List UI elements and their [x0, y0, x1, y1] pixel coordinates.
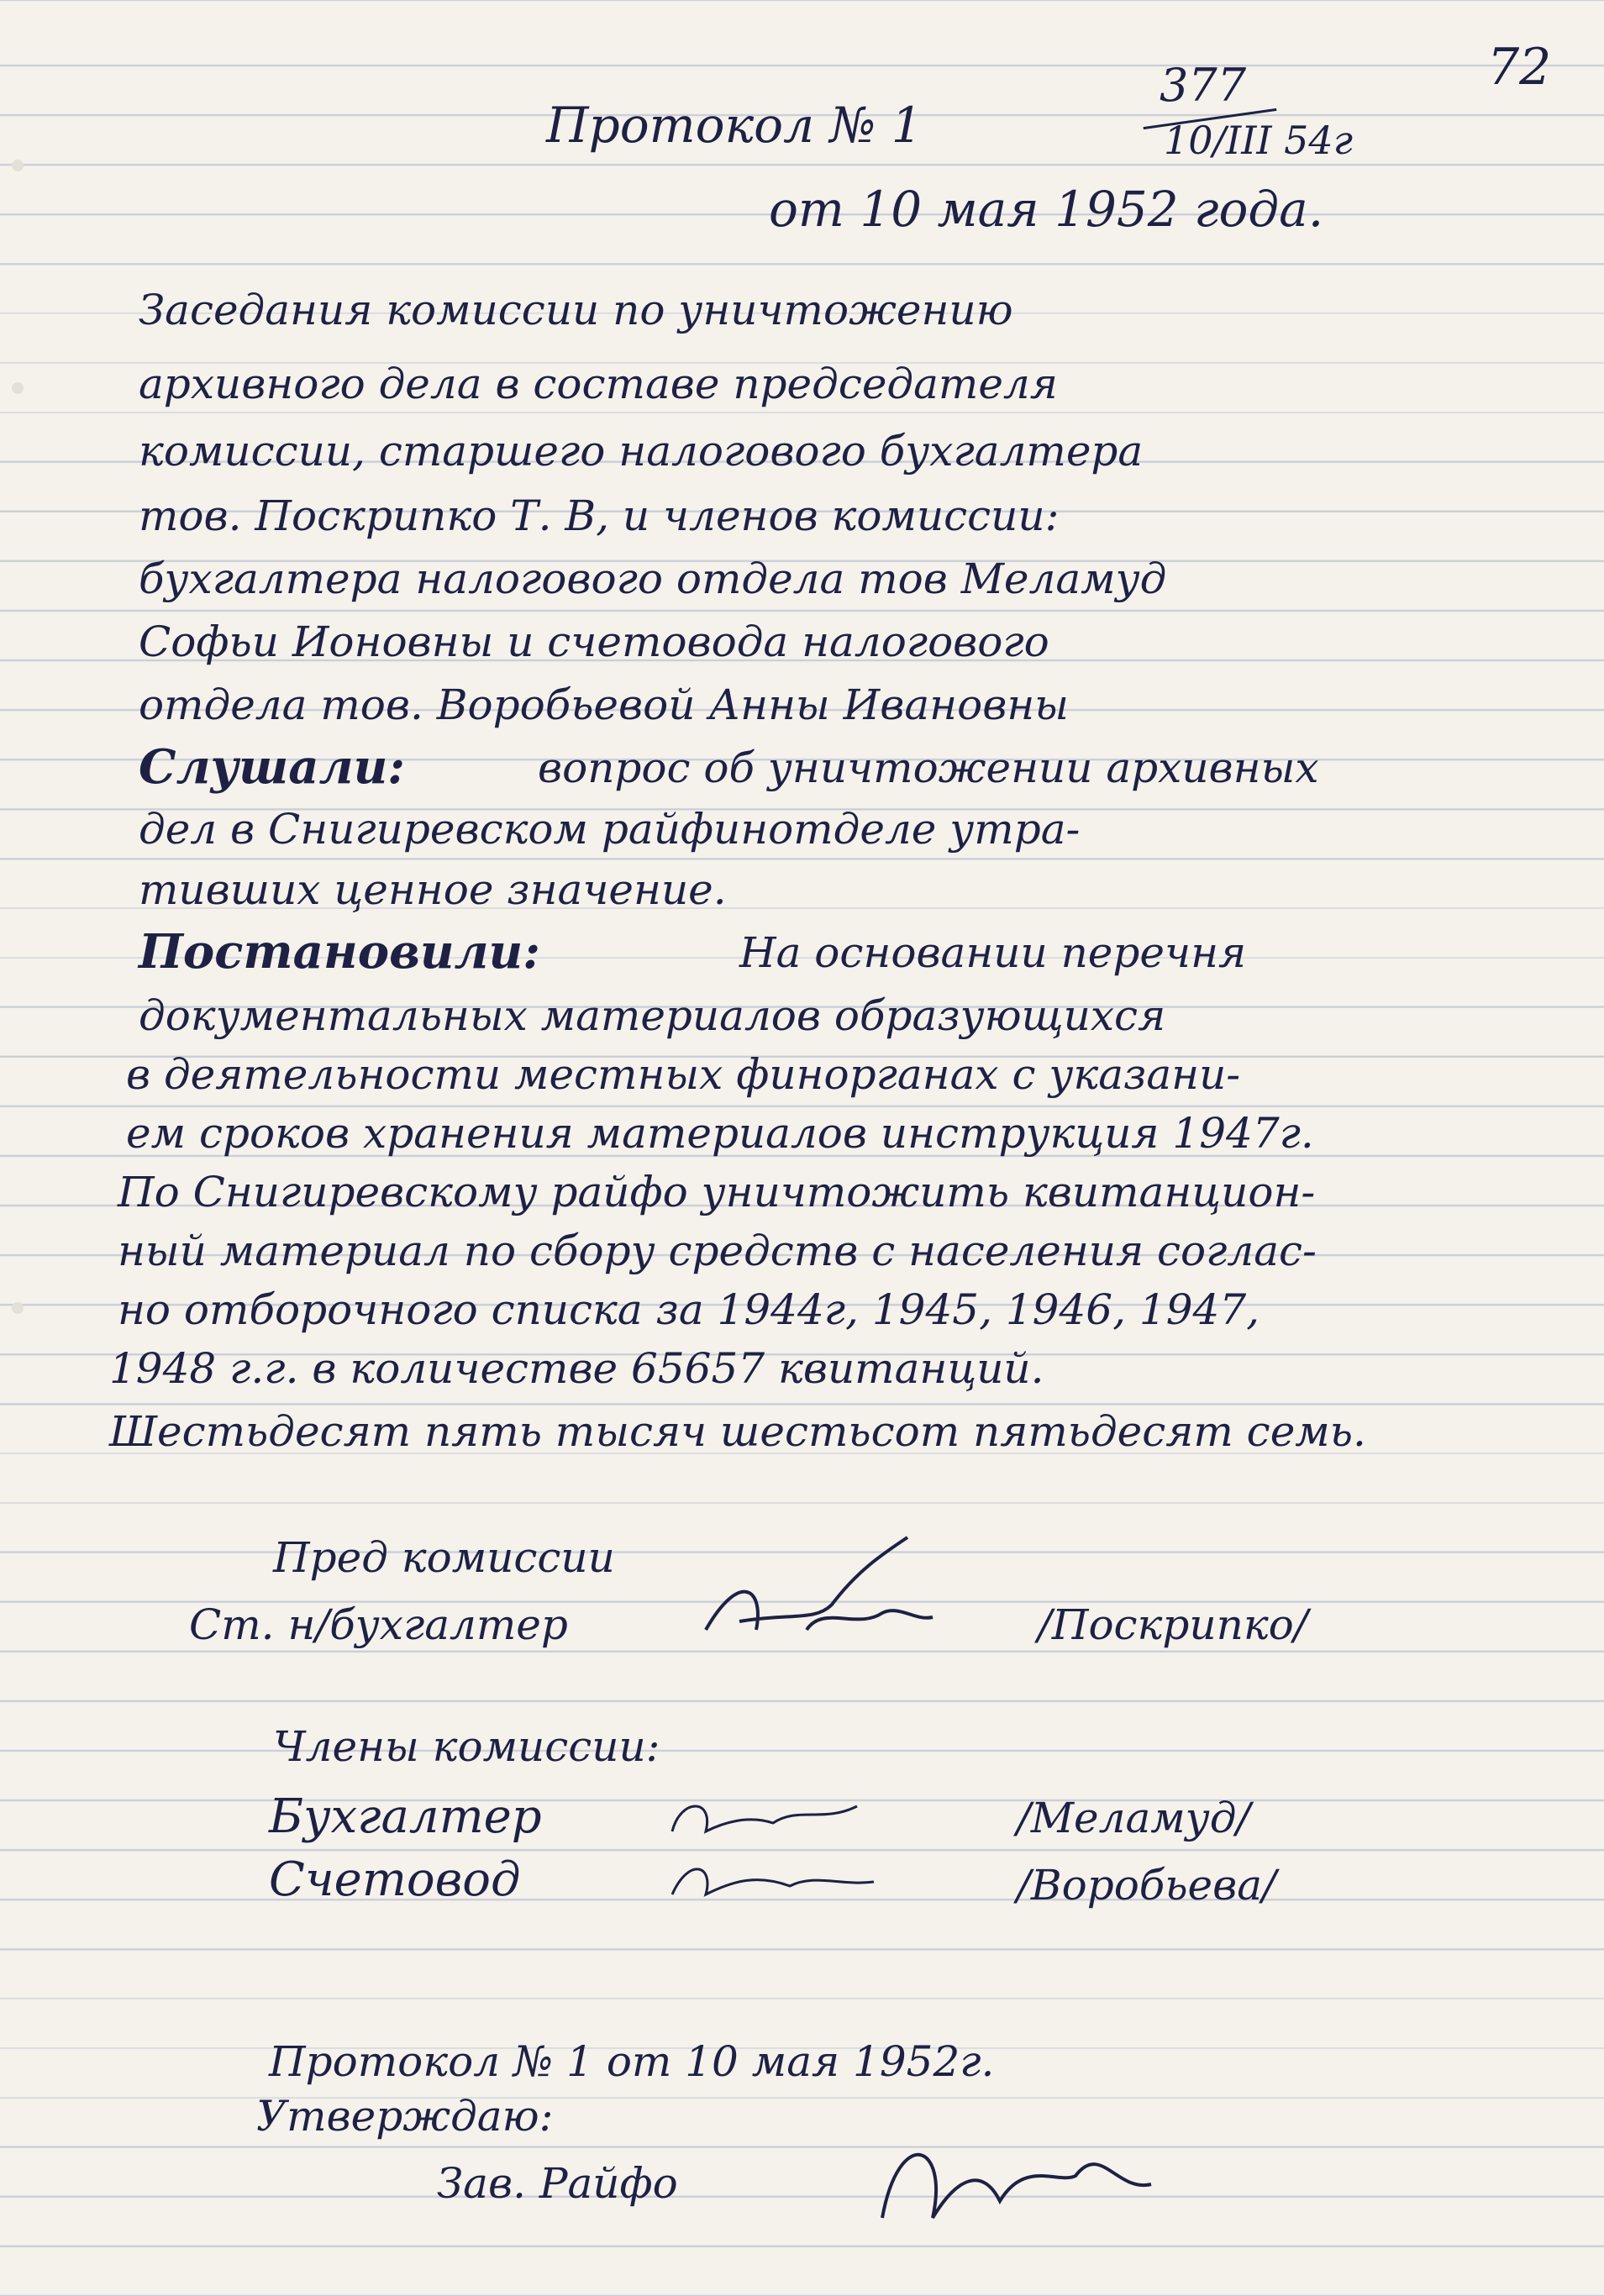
binder-hole	[12, 160, 24, 171]
member2-title: Счетовод	[269, 1852, 521, 1907]
members-label: Члены комиссии:	[273, 1722, 660, 1771]
approval-position: Зав. Райфо	[437, 2159, 678, 2208]
body-line: комиссии, старшего налогового бухгалтера	[139, 427, 1144, 475]
chair-signature	[689, 1521, 941, 1672]
heard-line: вопрос об уничтожении архивных	[538, 743, 1319, 792]
member1-signature	[664, 1789, 874, 1857]
heard-line: тивших ценное значение.	[139, 865, 727, 914]
document-date: от 10 мая 1952 года.	[769, 181, 1324, 238]
decided-line: На основании перечня	[739, 928, 1247, 977]
decided-line: документальных материалов образующихся	[139, 991, 1166, 1040]
member2-signature	[664, 1848, 882, 1915]
body-line: тов. Поскрипко Т. В, и членов комиссии:	[139, 491, 1060, 540]
body-line: Заседания комиссии по уничтожению	[139, 286, 1013, 334]
binder-hole	[12, 1302, 24, 1314]
head-signature	[865, 2092, 1168, 2260]
decided-line: ем сроков хранения материалов инструкция 1947г.	[126, 1109, 1314, 1158]
chair-position: Ст. н/бухгалтер	[189, 1600, 568, 1649]
member1-name: /Меламуд/	[1017, 1794, 1251, 1842]
decided-label: Постановили:	[139, 924, 540, 980]
body-line: Софьи Ионовны и счетовода налогового	[139, 617, 1049, 666]
approval-protocol: Протокол № 1 от 10 мая 1952г.	[269, 2037, 995, 2086]
decided-line: Шестьдесят пять тысяч шестьсот пятьдесят семь.	[109, 1407, 1366, 1456]
sheet-number: 72	[1487, 38, 1552, 97]
chair-name: /Поскрипко/	[1038, 1600, 1308, 1649]
heard-label: Слушали:	[139, 739, 405, 795]
approval-label: Утверждаю:	[256, 2092, 554, 2141]
body-line: архивного дела в составе председателя	[139, 360, 1058, 408]
decided-line: 1948 г.г. в количестве 65657 квитанций.	[109, 1344, 1044, 1393]
body-line: отдела тов. Воробьевой Анны Ивановны	[139, 680, 1069, 729]
decided-line: но отборочного списка за 1944г, 1945, 1946, 1947,	[118, 1285, 1260, 1334]
body-line: бухгалтера налогового отдела тов Меламуд	[139, 554, 1167, 603]
case-number: 377	[1160, 59, 1247, 112]
member1-title: Бухгалтер	[269, 1789, 542, 1844]
decided-line: ный материал по сбору средств с населения соглас-	[118, 1227, 1317, 1275]
chair-title: Пред комиссии	[273, 1533, 615, 1582]
document-title: Протокол № 1	[546, 97, 923, 154]
member2-name: /Воробьева/	[1017, 1861, 1276, 1910]
heard-line: дел в Снигиревском райфинотделе утра-	[139, 805, 1081, 854]
case-sub-number: 10/III 54г	[1164, 118, 1353, 163]
decided-line: По Снигиревскому райфо уничтожить квитанцион-	[118, 1168, 1316, 1216]
decided-line: в деятельности местных финорганах с указани-	[126, 1050, 1241, 1099]
binder-hole	[12, 382, 24, 394]
